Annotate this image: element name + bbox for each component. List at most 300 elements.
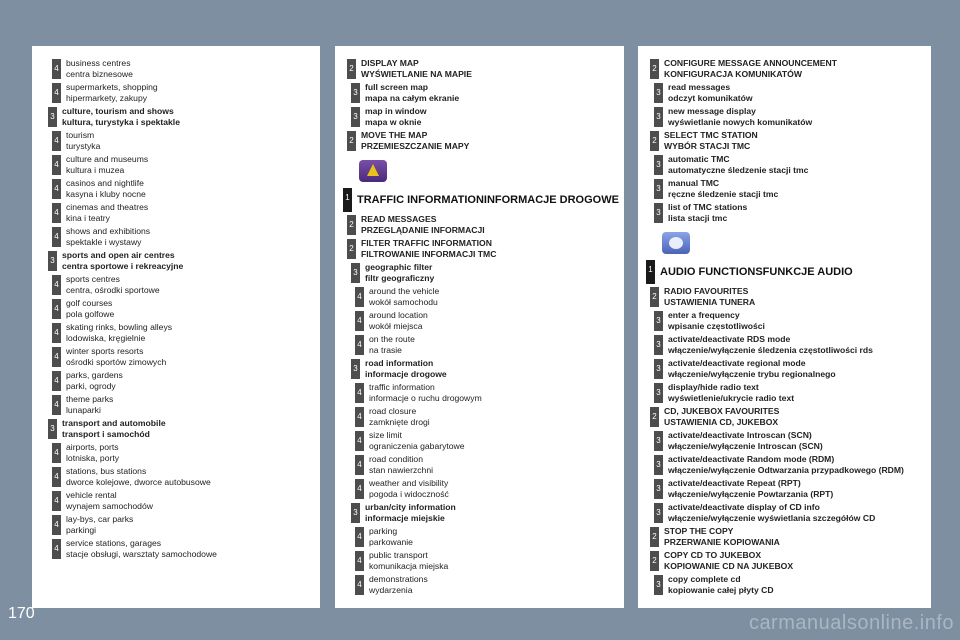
- level-badge: 4: [52, 347, 61, 367]
- menu-item: [335, 262, 624, 284]
- item-label-pl: lodowiska, kręgielnie: [66, 333, 146, 343]
- item-label-pl: włączenie/wyłączenie trybu regionalnego: [668, 369, 836, 379]
- level-badge: 4: [52, 203, 61, 223]
- menu-item-text: [66, 442, 119, 464]
- level-badge: 3: [654, 311, 663, 331]
- item-label-pl: centra biznesowe: [66, 69, 133, 79]
- menu-item: [32, 130, 320, 152]
- menu-item: [32, 322, 320, 344]
- item-label-pl: FUNKCJE AUDIO: [762, 266, 853, 278]
- item-label-pl: WYBÓR STACJI TMC: [664, 141, 751, 151]
- item-label-en: road information: [365, 358, 434, 368]
- item-label-en: road condition: [369, 454, 423, 464]
- item-label-pl: wynajem samochodów: [66, 501, 153, 511]
- item-label-pl: mapa na całym ekranie: [365, 93, 460, 103]
- menu-item: [32, 154, 320, 176]
- item-label-pl: ograniczenia gabarytowe: [369, 441, 465, 451]
- section-heading: [638, 260, 931, 284]
- item-label-en: traffic information: [369, 382, 435, 392]
- item-label-en: automatic TMC: [668, 154, 730, 164]
- level-badge: 3: [351, 503, 360, 523]
- menu-item: [638, 502, 931, 524]
- menu-item: [32, 178, 320, 200]
- item-label-en: copy complete cd: [668, 574, 741, 584]
- level-badge: 4: [355, 407, 364, 427]
- item-label-en: transport and automobile: [62, 418, 166, 428]
- item-label-pl: dworce kolejowe, dworce autobusowe: [66, 477, 211, 487]
- menu-tree: [335, 46, 624, 596]
- menu-item-text: [66, 178, 146, 200]
- item-label-en: airports, ports: [66, 442, 119, 452]
- menu-item: [335, 238, 624, 260]
- menu-item: [32, 298, 320, 320]
- menu-item-text: [66, 514, 133, 536]
- item-label-pl: filtr geograficzny: [365, 273, 435, 283]
- menu-item-text: [66, 226, 150, 248]
- menu-item-text: [369, 526, 413, 548]
- level-badge: 4: [52, 155, 61, 175]
- panel-right: [638, 46, 931, 608]
- item-label-en: COPY CD TO JUKEBOX: [664, 550, 762, 560]
- menu-item: [638, 82, 931, 104]
- item-label-en: enter a frequency: [668, 310, 740, 320]
- menu-item: [32, 538, 320, 560]
- item-label-en: around location: [369, 310, 428, 320]
- item-label-pl: wyświetlenie/ukrycie radio text: [668, 393, 795, 403]
- item-label-en: full screen map: [365, 82, 429, 92]
- menu-item-text: [664, 130, 758, 152]
- menu-item: [335, 358, 624, 380]
- watermark: carmanualsonline.info: [748, 612, 954, 634]
- level-badge: 3: [48, 107, 57, 127]
- menu-item-text: [66, 370, 123, 392]
- item-label-en: activate/deactivate Repeat (RPT): [668, 478, 801, 488]
- level-badge: 3: [654, 383, 663, 403]
- item-label-en: activate/deactivate Introscan (SCN): [668, 430, 812, 440]
- panel-left: [32, 46, 320, 608]
- menu-item-text: [66, 466, 211, 488]
- menu-item: [335, 406, 624, 428]
- menu-item-text: [668, 106, 812, 128]
- menu-item-text: [369, 334, 415, 356]
- menu-item: [335, 130, 624, 152]
- level-badge: 4: [52, 491, 61, 511]
- item-label-en: geographic filter: [365, 262, 433, 272]
- item-label-en: around the vehicle: [369, 286, 440, 296]
- level-badge: 4: [355, 335, 364, 355]
- item-label-pl: informacje miejskie: [365, 513, 445, 523]
- item-label-pl: kina i teatry: [66, 213, 110, 223]
- item-label-pl: spektakle i wystawy: [66, 237, 142, 247]
- item-label-pl: mapa w oknie: [365, 117, 422, 127]
- item-label-en: cinemas and theatres: [66, 202, 149, 212]
- menu-item-text: [668, 382, 794, 404]
- item-label-pl: transport i samochód: [62, 429, 150, 439]
- menu-item-text: [369, 286, 439, 308]
- item-label-pl: KONFIGURACJA KOMUNIKATÓW: [664, 69, 802, 79]
- menu-item-text: [668, 478, 833, 500]
- menu-item: [335, 214, 624, 236]
- menu-item-text: [365, 262, 434, 284]
- menu-item: [335, 550, 624, 572]
- menu-item-text: [668, 310, 765, 332]
- menu-item: [32, 202, 320, 224]
- menu-item: [638, 178, 931, 200]
- item-label-pl: kultura i muzea: [66, 165, 125, 175]
- menu-item: [335, 382, 624, 404]
- menu-item: [638, 130, 931, 152]
- menu-item-text: [62, 418, 166, 440]
- item-label-en: MOVE THE MAP: [361, 130, 428, 140]
- menu-item: [638, 574, 931, 596]
- level-badge: 3: [654, 503, 663, 523]
- level-badge: 4: [355, 431, 364, 451]
- level-badge: 1: [646, 260, 655, 284]
- level-badge: 3: [654, 155, 663, 175]
- menu-item-text: [361, 58, 472, 80]
- menu-item: [638, 406, 931, 428]
- item-label-en: manual TMC: [668, 178, 720, 188]
- level-badge: 3: [351, 263, 360, 283]
- menu-item-text: [62, 250, 183, 272]
- menu-item-text: [62, 106, 180, 128]
- menu-item: [638, 454, 931, 476]
- item-label-pl: włączenie/wyłączenie Introscan (SCN): [668, 441, 823, 451]
- level-badge: 2: [650, 551, 659, 571]
- item-label-en: activate/deactivate RDS mode: [668, 334, 791, 344]
- menu-item: [32, 394, 320, 416]
- item-label-pl: INFORMACJE DROGOWE: [483, 194, 619, 206]
- menu-item: [335, 430, 624, 452]
- menu-item: [335, 106, 624, 128]
- item-label-pl: stan nawierzchni: [369, 465, 434, 475]
- menu-item-text: [664, 526, 780, 548]
- level-badge: 4: [52, 323, 61, 343]
- menu-item: [638, 106, 931, 128]
- item-label-pl: stacje obsługi, warsztaty samochodowe: [66, 549, 217, 559]
- item-label-pl: zamknięte drogi: [369, 417, 430, 427]
- level-badge: 3: [654, 107, 663, 127]
- menu-item-text: [664, 58, 837, 80]
- level-badge: 3: [351, 83, 360, 103]
- item-label-en: CONFIGURE MESSAGE ANNOUNCEMENT: [664, 58, 837, 68]
- item-label-en: demonstrations: [369, 574, 428, 584]
- level-badge: 4: [355, 455, 364, 475]
- item-label-en: theme parks: [66, 394, 114, 404]
- item-label-pl: parkingi: [66, 525, 97, 535]
- menu-item-text: [668, 358, 836, 380]
- level-badge: 4: [355, 311, 364, 331]
- level-badge: 4: [52, 179, 61, 199]
- item-label-pl: PRZEGLĄDANIE INFORMACJI: [361, 225, 485, 235]
- level-badge: 2: [650, 131, 659, 151]
- traffic-icon: [359, 160, 387, 182]
- item-label-en: service stations, garages: [66, 538, 162, 548]
- level-badge: 2: [650, 527, 659, 547]
- level-badge: 4: [52, 299, 61, 319]
- item-label-pl: włączenie/wyłączenie Powtarzania (RPT): [668, 489, 834, 499]
- item-label-en: tourism: [66, 130, 95, 140]
- level-badge: 3: [654, 359, 663, 379]
- menu-item-text: [668, 154, 808, 176]
- menu-item: [32, 346, 320, 368]
- item-label-pl: turystyka: [66, 141, 101, 151]
- level-badge: 2: [650, 407, 659, 427]
- menu-item-text: [66, 490, 153, 512]
- menu-item: [32, 514, 320, 536]
- item-label-en: on the route: [369, 334, 415, 344]
- item-label-pl: komunikacja miejska: [369, 561, 449, 571]
- level-badge: 4: [52, 59, 61, 79]
- item-label-pl: kopiowanie całej płyty CD: [668, 585, 774, 595]
- menu-item: [335, 502, 624, 524]
- menu-item: [32, 226, 320, 248]
- item-label-en: golf courses: [66, 298, 113, 308]
- level-badge: 4: [355, 287, 364, 307]
- menu-item-text: [668, 202, 747, 224]
- menu-item: [638, 334, 931, 356]
- menu-item: [335, 454, 624, 476]
- item-label-pl: PRZERWANIE KOPIOWANIA: [664, 537, 780, 547]
- menu-item: [638, 526, 931, 548]
- item-label-pl: FILTROWANIE INFORMACJI TMC: [361, 249, 497, 259]
- level-badge: 4: [52, 467, 61, 487]
- level-badge: 3: [48, 251, 57, 271]
- item-label-en: activate/deactivate Random mode (RDM): [668, 454, 835, 464]
- level-badge: 3: [654, 335, 663, 355]
- menu-item-text: [361, 214, 485, 236]
- item-label-en: urban/city information: [365, 502, 456, 512]
- menu-item-text: [365, 502, 456, 524]
- item-label-pl: włączenie/wyłączenie wyświetlania szczegółów CD: [668, 513, 876, 523]
- level-badge: 3: [48, 419, 57, 439]
- item-label-en: weather and visibility: [369, 478, 449, 488]
- item-label-en: map in window: [365, 106, 427, 116]
- level-badge: 3: [654, 455, 663, 475]
- level-badge: 3: [654, 479, 663, 499]
- item-label-en: STOP THE COPY: [664, 526, 734, 536]
- level-badge: 4: [52, 395, 61, 415]
- menu-tree: [32, 46, 320, 560]
- menu-item: [638, 202, 931, 224]
- menu-item-text: [668, 82, 753, 104]
- item-label-pl: włączenie/wyłączenie Odtwarzania przypadkowego (RDM): [668, 465, 904, 475]
- menu-item-text: [668, 430, 823, 452]
- menu-item: [32, 370, 320, 392]
- level-badge: 4: [52, 443, 61, 463]
- item-label-en: display/hide radio text: [668, 382, 759, 392]
- menu-item-text: [66, 58, 133, 80]
- menu-item: [335, 82, 624, 104]
- menu-item: [335, 526, 624, 548]
- menu-item: [638, 58, 931, 80]
- menu-item-text: [664, 286, 755, 308]
- item-label-en: parking: [369, 526, 398, 536]
- menu-item: [638, 358, 931, 380]
- menu-item-text: [369, 430, 465, 452]
- item-label-en: parks, gardens: [66, 370, 123, 380]
- item-label-en: public transport: [369, 550, 428, 560]
- level-badge: 3: [654, 575, 663, 595]
- menu-item: [638, 382, 931, 404]
- level-badge: 2: [650, 287, 659, 307]
- level-badge: 4: [52, 227, 61, 247]
- audio-icon: [662, 232, 690, 254]
- menu-item: [638, 430, 931, 452]
- menu-item-text: [66, 82, 158, 104]
- level-badge: 4: [52, 131, 61, 151]
- item-label-en: new message display: [668, 106, 756, 116]
- item-label-en: shows and exhibitions: [66, 226, 151, 236]
- menu-item: [32, 250, 320, 272]
- menu-item-text: [66, 154, 148, 176]
- menu-item-text: [66, 274, 160, 296]
- item-label-pl: parkowanie: [369, 537, 413, 547]
- level-badge: 3: [654, 203, 663, 223]
- menu-item-text: [66, 538, 217, 560]
- item-label-en: sports centres: [66, 274, 120, 284]
- item-label-en: stations, bus stations: [66, 466, 147, 476]
- menu-item: [32, 106, 320, 128]
- menu-item: [638, 550, 931, 572]
- menu-item: [638, 310, 931, 332]
- item-label-en: skating rinks, bowling alleys: [66, 322, 173, 332]
- menu-item: [32, 466, 320, 488]
- item-label-pl: wpisanie częstotliwości: [668, 321, 765, 331]
- item-label-pl: ośrodki sportów zimowych: [66, 357, 167, 367]
- menu-item: [32, 418, 320, 440]
- item-label-en: supermarkets, shopping: [66, 82, 158, 92]
- menu-item-text: [365, 358, 447, 380]
- menu-item-text: [66, 322, 172, 344]
- item-label-en: size limit: [369, 430, 402, 440]
- item-label-pl: lotniska, porty: [66, 453, 120, 463]
- menu-tree: [638, 46, 931, 596]
- item-label-en: FILTER TRAFFIC INFORMATION: [361, 238, 492, 248]
- menu-item: [335, 334, 624, 356]
- menu-item: [335, 574, 624, 596]
- level-badge: 4: [355, 479, 364, 499]
- level-badge: 4: [355, 551, 364, 571]
- item-label-pl: informacje drogowe: [365, 369, 447, 379]
- item-label-pl: kasyna i kluby nocne: [66, 189, 146, 199]
- item-label-en: lay-bys, car parks: [66, 514, 134, 524]
- item-label-en: road closure: [369, 406, 417, 416]
- level-badge: 4: [52, 83, 61, 103]
- item-label-en: activate/deactivate regional mode: [668, 358, 806, 368]
- item-label-en: list of TMC stations: [668, 202, 748, 212]
- page-number: 170: [8, 605, 35, 622]
- menu-item-text: [369, 454, 433, 476]
- level-badge: 2: [347, 131, 356, 151]
- item-label-pl: lista stacji tmc: [668, 213, 728, 223]
- menu-item-text: [660, 266, 853, 278]
- item-label-en: sports and open air centres: [62, 250, 175, 260]
- level-badge: 4: [355, 383, 364, 403]
- item-label-en: activate/deactivate display of CD info: [668, 502, 820, 512]
- menu-item-text: [361, 238, 496, 260]
- item-label-en: AUDIO FUNCTIONS: [660, 266, 763, 278]
- item-label-pl: PRZEMIESZCZANIE MAPY: [361, 141, 470, 151]
- menu-item: [638, 154, 931, 176]
- menu-item-text: [668, 454, 904, 476]
- item-label-pl: pola golfowe: [66, 309, 115, 319]
- level-badge: 4: [52, 539, 61, 559]
- item-label-pl: pogoda i widoczność: [369, 489, 449, 499]
- item-label-pl: włączenie/wyłączenie śledzenia częstotliwości rds: [668, 345, 873, 355]
- item-label-en: vehicle rental: [66, 490, 117, 500]
- menu-item-text: [668, 178, 778, 200]
- menu-item: [638, 286, 931, 308]
- menu-item-text: [664, 550, 793, 572]
- level-badge: 1: [343, 188, 352, 212]
- menu-item-text: [668, 334, 873, 356]
- level-badge: 3: [351, 107, 360, 127]
- menu-item-text: [668, 574, 774, 596]
- level-badge: 2: [347, 59, 356, 79]
- level-badge: 4: [355, 527, 364, 547]
- menu-item: [32, 442, 320, 464]
- level-badge: 4: [52, 371, 61, 391]
- item-label-pl: hipermarkety, zakupy: [66, 93, 148, 103]
- item-label-en: SELECT TMC STATION: [664, 130, 758, 140]
- menu-item-text: [369, 310, 428, 332]
- item-label-en: READ MESSAGES: [361, 214, 437, 224]
- menu-item-text: [66, 346, 166, 368]
- level-badge: 4: [52, 515, 61, 535]
- item-label-pl: USTAWIENIA TUNERA: [664, 297, 756, 307]
- level-badge: 3: [654, 179, 663, 199]
- item-label-en: winter sports resorts: [66, 346, 144, 356]
- item-label-pl: centra, ośrodki sportowe: [66, 285, 160, 295]
- menu-item-text: [66, 394, 113, 416]
- menu-item-text: [369, 406, 430, 428]
- level-badge: 2: [347, 239, 356, 259]
- menu-item-text: [664, 406, 779, 428]
- level-badge: 3: [654, 83, 663, 103]
- level-badge: 4: [52, 275, 61, 295]
- menu-item-text: [66, 202, 148, 224]
- item-label-pl: wokół miejsca: [369, 321, 423, 331]
- item-label-pl: centra sportowe i rekreacyjne: [62, 261, 184, 271]
- item-label-en: culture and museums: [66, 154, 149, 164]
- menu-item: [32, 58, 320, 80]
- menu-item-text: [365, 82, 459, 104]
- item-label-en: casinos and nightlife: [66, 178, 144, 188]
- item-label-pl: wydarzenia: [369, 585, 413, 595]
- level-badge: 3: [351, 359, 360, 379]
- menu-item-text: [369, 574, 428, 596]
- item-label-pl: parki, ogrody: [66, 381, 116, 391]
- item-label-pl: kultura, turystyka i spektakle: [62, 117, 180, 127]
- menu-item-text: [357, 194, 619, 206]
- level-badge: 2: [347, 215, 356, 235]
- menu-item-text: [369, 550, 448, 572]
- item-label-pl: na trasie: [369, 345, 402, 355]
- menu-item: [32, 490, 320, 512]
- menu-item: [335, 58, 624, 80]
- menu-item-text: [66, 130, 100, 152]
- item-label-en: read messages: [668, 82, 731, 92]
- item-label-pl: automatyczne śledzenie stacji tmc: [668, 165, 809, 175]
- item-label-pl: USTAWIENIA CD, JUKEBOX: [664, 417, 779, 427]
- level-badge: 2: [650, 59, 659, 79]
- menu-item: [32, 82, 320, 104]
- item-label-pl: KOPIOWANIE CD NA JUKEBOX: [664, 561, 794, 571]
- menu-item: [335, 478, 624, 500]
- item-label-en: business centres: [66, 58, 131, 68]
- menu-item-text: [66, 298, 114, 320]
